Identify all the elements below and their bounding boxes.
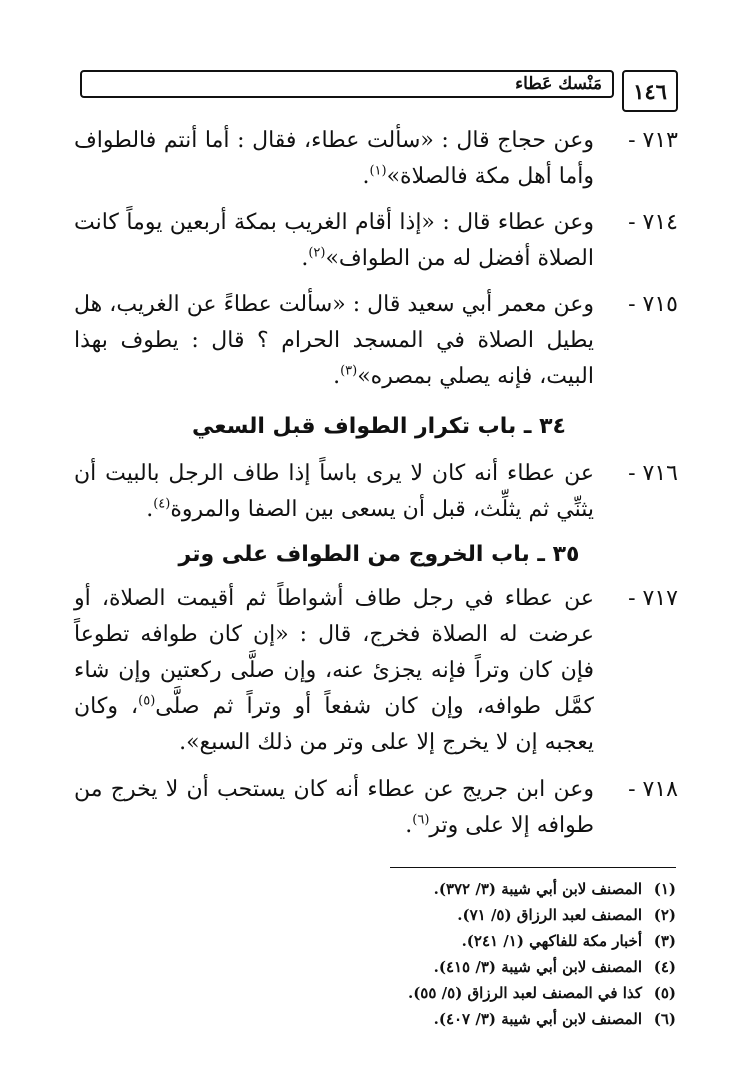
entry-number: ٧١٥ - [628, 292, 678, 317]
entry-number: ٧١٣ - [628, 128, 678, 153]
footnote-ref: (٢) [308, 245, 326, 261]
entry-number: ٧١٤ - [628, 210, 678, 235]
footnote-4: (٤)المصنف لابن أبي شيبة (٣/ ٤١٥). [433, 958, 676, 976]
footnotes [176, 876, 676, 1032]
footnote-separator [390, 867, 676, 868]
footnote-ref: (٣) [340, 363, 358, 379]
page-number: ١٤٦ [622, 70, 678, 112]
entry-text: عن عطاء في رجل طاف أشواطاً ثم أقيمت الصلاة، أو عرضت له الصلاة فخرج، قال : «إن كان طوافه تطوعاً فإن كان وتراً فإنه يجزئ عنه، وإن صلَّى ركعتين وإن شاء كمَّل طوافه، وإن كان شفعاً أو وتراً ثم صلَّى$^{(٥)}$، وكان يعجبه إن لا يخرج إلا على وتر من ذلك السبع». [74, 586, 594, 755]
running-title: مَنْسك عَطاء [80, 70, 614, 98]
entry-text: عن عطاء أنه كان لا يرى باساً إذا طاف الرجل بالبيت أن يثنِّي ثم يثلِّث، قبل أن يسعى بين الصفا والمروة$^{(٤)}$. [74, 461, 594, 522]
entry-number: ٧١٨ - [628, 777, 678, 802]
footnote-3: (٣)أخبار مكة للفاكهي (١/ ٢٤١). [461, 932, 676, 950]
entry-713 [74, 123, 678, 195]
footnote-6: (٦)المصنف لابن أبي شيبة (٣/ ٤٠٧). [433, 1010, 676, 1028]
chapter-heading-34: ٣٤ ـ باب تكرار الطواف قبل السعي [192, 414, 566, 439]
entry-number: ٧١٦ - [628, 461, 678, 486]
entry-number: ٧١٧ - [628, 586, 678, 611]
entry-715 [74, 287, 678, 395]
entry-text: وعن حجاج قال : «سألت عطاء، فقال : أما أنتم فالطواف وأما أهل مكة فالصلاة»$^{(١)}$. [74, 128, 594, 189]
footnote-ref: (٤) [153, 496, 171, 512]
entry-717 [74, 581, 678, 761]
footnote-5: (٥)كذا في المصنف لعبد الرزاق (٥/ ٥٥). [407, 984, 676, 1002]
entry-718 [74, 772, 678, 844]
entry-text: وعن عطاء قال : «إذا أقام الغريب بمكة أربعين يوماً كانت الصلاة أفضل له من الطواف»$^{(٢)}$. [74, 210, 594, 271]
footnote-ref: (١) [369, 163, 387, 179]
footnote-ref: (٦) [412, 812, 430, 828]
entry-716 [74, 456, 678, 528]
page-header [80, 70, 678, 110]
footnote-2: (٢)المصنف لعبد الرزاق (٥/ ٧١). [457, 906, 676, 924]
entry-text: وعن معمر أبي سعيد قال : «سألت عطاءً عن الغريب، هل يطيل الصلاة في المسجد الحرام ؟ قال : يطوف بهذا البيت، فإنه يصلي بمصره»$^{(٣)}$. [74, 292, 594, 389]
footnote-1: (١)المصنف لابن أبي شيبة (٣/ ٣٧٢). [433, 880, 676, 898]
entry-714 [74, 205, 678, 277]
entry-text: وعن ابن جريج عن عطاء أنه كان يستحب أن لا يخرج من طوافه إلا على وتر$^{(٦)}$. [74, 777, 594, 838]
footnote-ref: (٥) [138, 693, 156, 709]
chapter-heading-35: ٣٥ ـ باب الخروج من الطواف على وتر [178, 542, 580, 567]
